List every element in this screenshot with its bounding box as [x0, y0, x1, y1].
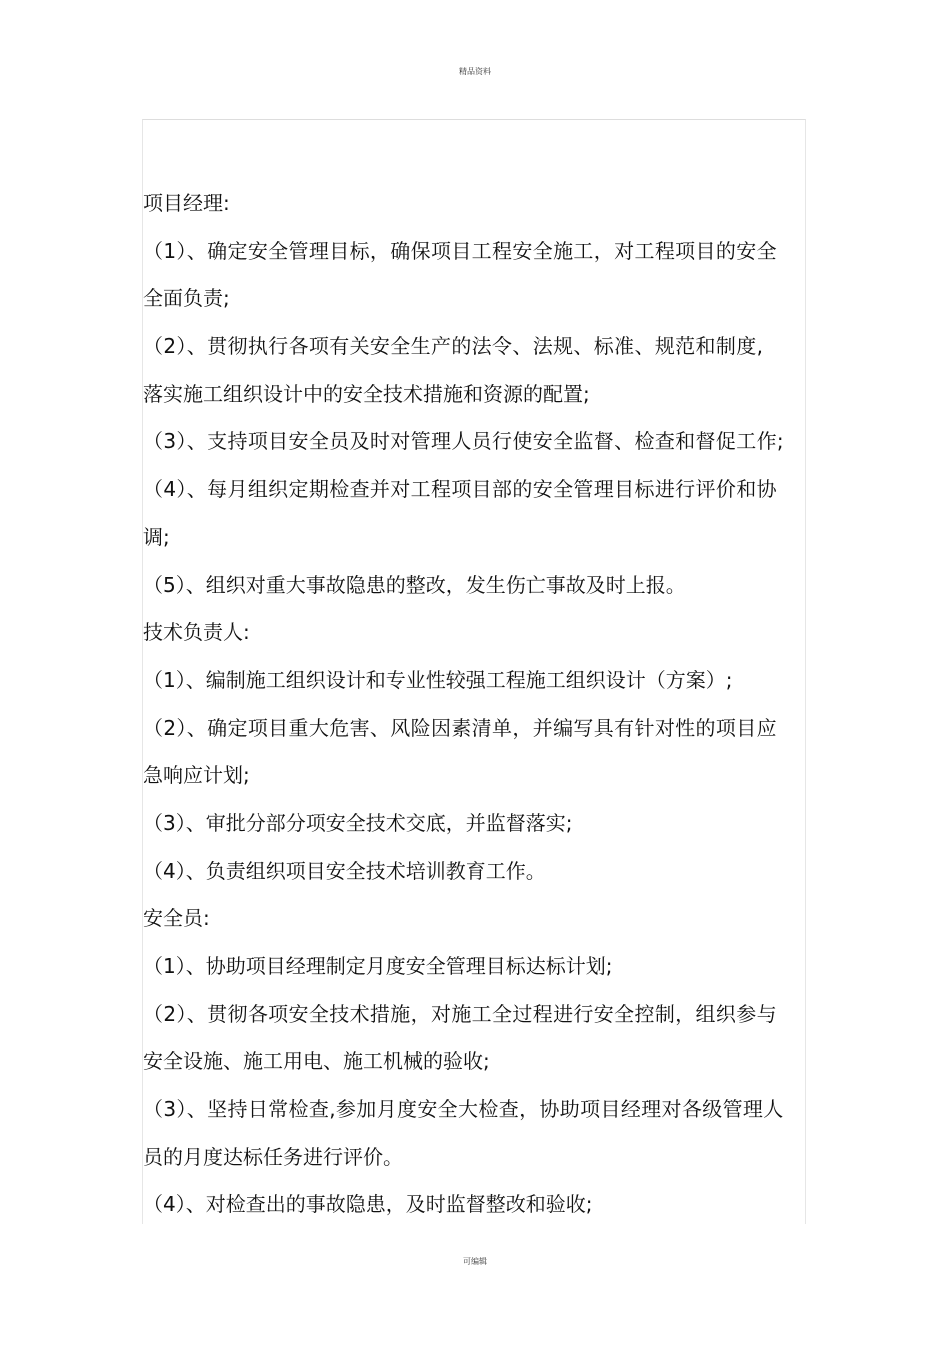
list-item-line: （1）、确定安全管理目标，确保项目工程安全施工，对工程项目的安全	[143, 238, 777, 263]
list-item-line: （3）、支持项目安全员及时对管理人员行使安全监督、检查和督促工作;	[143, 429, 785, 454]
list-item-line: （1）、编制施工组织设计和专业性较强工程施工组织设计（方案）;	[143, 667, 733, 692]
list-item-line: 急响应计划;	[143, 763, 250, 788]
list-item-line: （4）、负责组织项目安全技术培训教育工作。	[143, 858, 546, 883]
list-item-line: （1）、协助项目经理制定月度安全管理目标达标计划;	[143, 954, 613, 978]
document-body	[143, 180, 805, 1229]
list-item-line: （4）、每月组织定期检查并对工程项目部的安全管理目标进行评价和协	[143, 477, 777, 502]
page-footer-note: 可编辑	[463, 1257, 487, 1266]
section-heading: 项目经理:	[143, 191, 230, 215]
list-item-line: （3）、审批分部分项安全技术交底，并监督落实;	[143, 810, 573, 835]
list-item-line: （5）、组织对重大事故隐患的整改，发生伤亡事故及时上报。	[143, 572, 686, 597]
list-item-line: （2）、确定项目重大危害、风险因素清单，并编写具有针对性的项目应	[143, 715, 777, 740]
list-item-line: 全面负责;	[143, 286, 230, 311]
section-heading: 技术负责人:	[143, 620, 250, 645]
list-item-line: （2）、贯彻各项安全技术措施，对施工全过程进行安全控制，组织参与	[143, 1001, 777, 1026]
list-item-line: 调;	[143, 524, 170, 549]
list-item-line: （4）、对检查出的事故隐患，及时监督整改和验收;	[143, 1192, 593, 1217]
section-heading: 安全员:	[143, 906, 210, 931]
list-item-line: 安全设施、施工用电、施工机械的验收;	[143, 1049, 490, 1074]
list-item-line: 落实施工组织设计中的安全技术措施和资源的配置;	[143, 381, 590, 406]
list-item-line: 员的月度达标任务进行评价。	[143, 1144, 403, 1169]
list-item-line: （2）、贯彻执行各项有关安全生产的法令、法规、标准、规范和制度,	[143, 334, 764, 359]
page-header-note: 精品资料	[459, 67, 491, 76]
list-item-line: （3）、坚持日常检查,参加月度安全大检查，协助项目经理对各级管理人	[143, 1097, 784, 1122]
